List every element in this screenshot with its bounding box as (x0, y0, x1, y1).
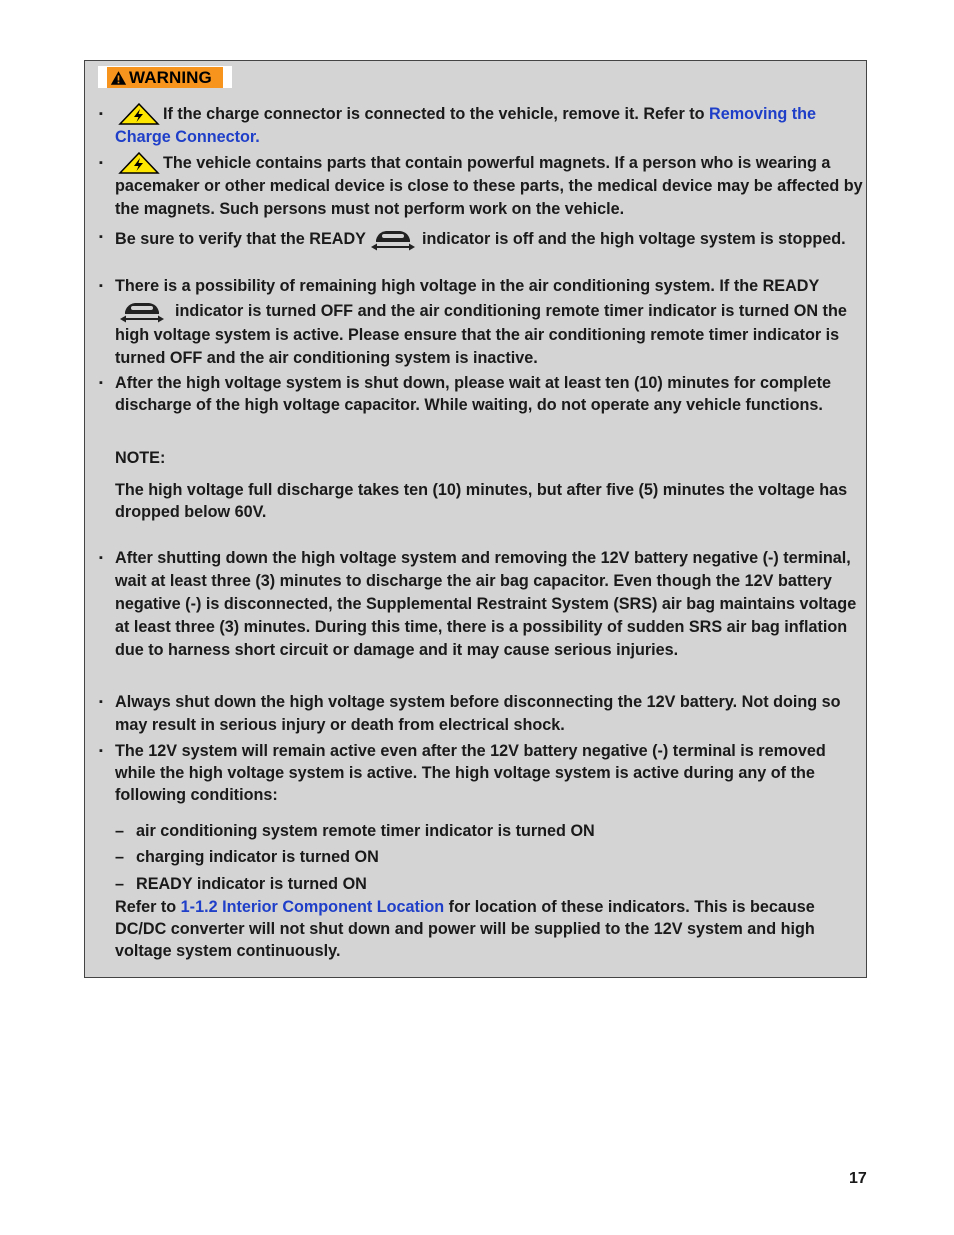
item-text: Always shut down the high voltage system before disconnecting the 12V battery. Not doing so may result in serious injury or death from electrical shock. (115, 693, 841, 734)
dash: – (115, 875, 125, 893)
condition-item (115, 820, 595, 843)
item-text: Be sure to verify that the READY (115, 230, 366, 248)
item-text: The vehicle contains parts that contain powerful magnets. If a person who is wearing a pacemaker or other medical device is close to these parts, the medical device may be affected by the magnets. Such persons must not perform work on the vehicle. (115, 154, 863, 218)
note-label: NOTE: (115, 449, 166, 467)
condition-item (115, 846, 379, 869)
refer-text: Refer to (115, 898, 181, 916)
item-text: If the charge connector is connected to the vehicle, remove it. Refer to (163, 105, 710, 123)
bullet: ▪ (99, 377, 103, 389)
bullet: ▪ (99, 157, 103, 169)
dash: – (115, 822, 125, 840)
refer-text: for location of these indicators. This is because DC/DC converter will not shut down and power will be supplied to the 12V system and high voltage system continuously. (115, 898, 815, 960)
high-voltage-icon (118, 103, 160, 125)
warning-badge-frame (98, 66, 232, 88)
list-item (99, 275, 870, 370)
condition-text: air conditioning system remote timer indicator is turned ON (136, 822, 595, 840)
list-item (99, 372, 870, 416)
ready-car-icon (370, 226, 416, 252)
item-text: The 12V system will remain active even after the 12V battery negative (-) terminal is removed while the high voltage system is active. The high voltage system is active during any of the following conditions: (115, 742, 826, 804)
warning-badge (107, 67, 223, 88)
high-voltage-icon (118, 152, 160, 174)
list-item (99, 740, 870, 806)
page-number: 17 (849, 1170, 867, 1187)
warning-box (84, 60, 867, 978)
list-item (99, 103, 870, 149)
note-text: The high voltage full discharge takes ten (10) minutes, but after five (5) minutes the voltage has dropped below 60V. (115, 481, 848, 521)
refer-paragraph (115, 896, 870, 962)
item-text: After shutting down the high voltage system and removing the 12V battery negative (-) terminal, wait at least three (3) minutes to discharge the air bag capacitor. Even though the 12V battery negative (-) is disconnected, the Supplemental Restraint System (SRS) air bag maintains voltage at least three (3) minutes. During this time, there is a possibility of sudden SRS air bag inflation due to harness short circuit or damage and it may cause serious injuries. (115, 549, 857, 659)
warning-label: WARNING (129, 67, 212, 87)
item-text: indicator is off and the high voltage system is stopped. (421, 230, 846, 248)
bullet: ▪ (99, 745, 103, 757)
bullet: ▪ (99, 108, 103, 120)
dash: – (115, 848, 125, 866)
list-item (99, 152, 870, 221)
bullet: ▪ (99, 280, 103, 292)
condition-text: charging indicator is turned ON (136, 848, 379, 866)
warning-triangle-icon (110, 70, 127, 86)
list-item (99, 691, 870, 737)
item-text: After the high voltage system is shut down, please wait at least ten (10) minutes for complete discharge of the high voltage capacitor. While waiting, do not operate any vehicle functions. (115, 374, 832, 414)
condition-text: READY indicator is turned ON (136, 875, 367, 893)
bullet: ▪ (99, 696, 103, 708)
bullet: ▪ (99, 231, 103, 243)
condition-item (115, 873, 367, 896)
item-text: There is a possibility of remaining high voltage in the air conditioning system. If the READY (115, 277, 820, 295)
ready-car-icon (119, 298, 165, 324)
bullet: ▪ (99, 552, 103, 564)
interior-component-location-link[interactable]: 1-1.2 Interior Component Location (180, 898, 445, 916)
removing-charge-connector-link[interactable]: Removing the Charge Connector. (115, 105, 817, 146)
list-item (99, 547, 870, 662)
item-text: indicator is turned OFF and the air conditioning remote timer indicator is turned ON the high voltage system is active. Please ensure that the air conditioning remote timer indicator is turned OFF and the air conditioning system is inactive. (115, 302, 847, 367)
list-item (99, 226, 870, 252)
